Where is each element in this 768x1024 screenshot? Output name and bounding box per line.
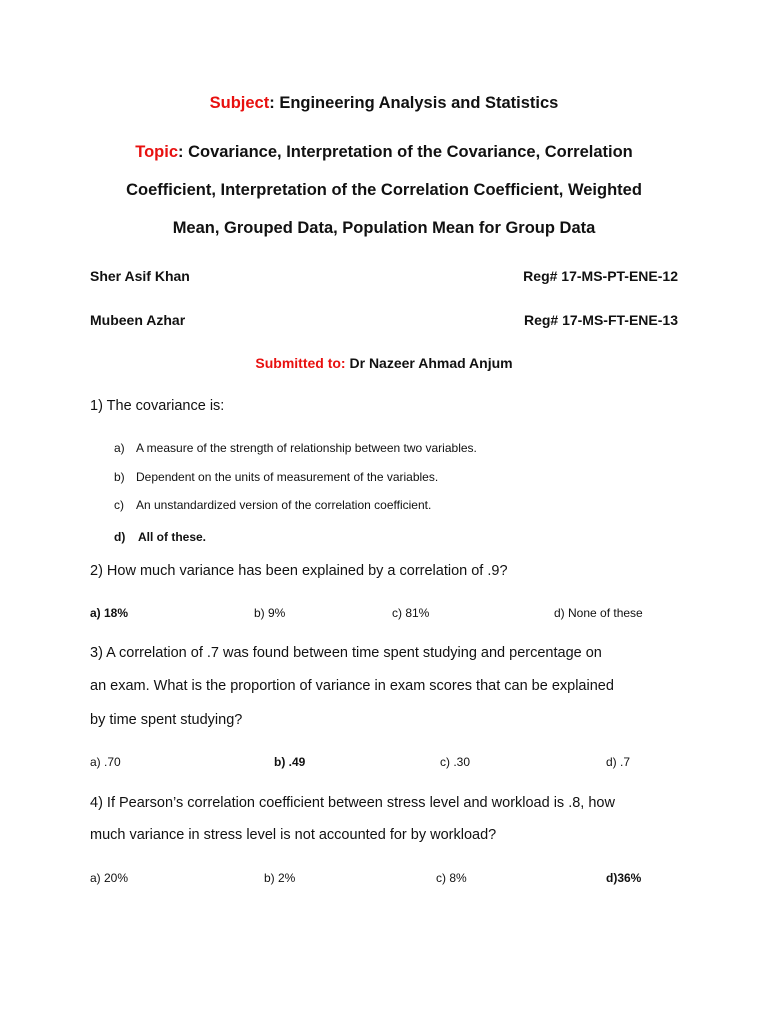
q2-option-a: a) 18% [90, 606, 129, 620]
author-name-2: Mubeen Azhar [90, 312, 186, 328]
question-1: 1) The covariance is: [90, 398, 225, 414]
q1-option-c-letter: c) [114, 498, 124, 512]
q4-option-b: b) 2% [264, 871, 296, 885]
author-reg-2: Reg# 17-MS-FT-ENE-13 [523, 312, 678, 328]
q3-option-a: a) .70 [90, 755, 121, 769]
author-name-1: Sher Asif Khan [90, 268, 190, 284]
subject-label: Subject [209, 94, 270, 112]
topic-line-1 [0, 143, 768, 162]
question-4-line-1: 4) If Pearson’s correlation coefficient between stress level and workload is .8, how [90, 795, 615, 811]
q1-option-a-letter: a) [114, 441, 125, 455]
question-3-line-1: 3) A correlation of .7 was found between time spent studying and percentage on [90, 645, 602, 661]
author-reg-1: Reg# 17-MS-PT-ENE-12 [523, 268, 678, 284]
q1-option-a-text: A measure of the strength of relationship between two variables. [136, 441, 477, 455]
topic-text-1: : Covariance, Interpretation of the Covariance, Correlation [178, 143, 633, 161]
q3-option-b: b) .49 [274, 755, 306, 769]
q2-option-b: b) 9% [254, 606, 286, 620]
q1-option-c-text: An unstandardized version of the correlation coefficient. [136, 498, 432, 512]
q4-option-c: c) 8% [436, 871, 467, 885]
topic-line-3: Mean, Grouped Data, Population Mean for Group Data [172, 219, 596, 237]
topic-label: Topic [135, 143, 178, 161]
submitted-name: Dr Nazeer Ahmad Anjum [345, 355, 513, 371]
question-3-line-2: an exam. What is the proportion of variance in exam scores that can be explained [90, 678, 614, 694]
question-4-line-2: much variance in stress level is not accounted for by workload? [90, 827, 497, 843]
q3-option-c: c) .30 [440, 755, 471, 769]
question-3-line-3: by time spent studying? [90, 712, 243, 728]
q1-option-b-letter: b) [114, 470, 125, 484]
topic-line-2: Coefficient, Interpretation of the Correlation Coefficient, Weighted [126, 181, 642, 199]
subject-heading [0, 94, 768, 113]
q2-option-c: c) 81% [392, 606, 430, 620]
q1-option-b-text: Dependent on the units of measurement of the variables. [136, 470, 439, 484]
subject-text: : Engineering Analysis and Statistics [269, 94, 559, 112]
submitted-to [0, 355, 768, 371]
submitted-label: Submitted to: [255, 355, 346, 371]
q4-option-d: d)36% [606, 871, 642, 885]
question-2: 2) How much variance has been explained by a correlation of .9? [90, 563, 508, 579]
q4-option-a: a) 20% [90, 871, 129, 885]
q1-option-d-text: All of these. [138, 530, 207, 544]
q3-option-d: d) .7 [606, 755, 631, 769]
q2-option-d: d) None of these [554, 606, 643, 620]
q1-option-d-letter: d) [114, 530, 126, 544]
